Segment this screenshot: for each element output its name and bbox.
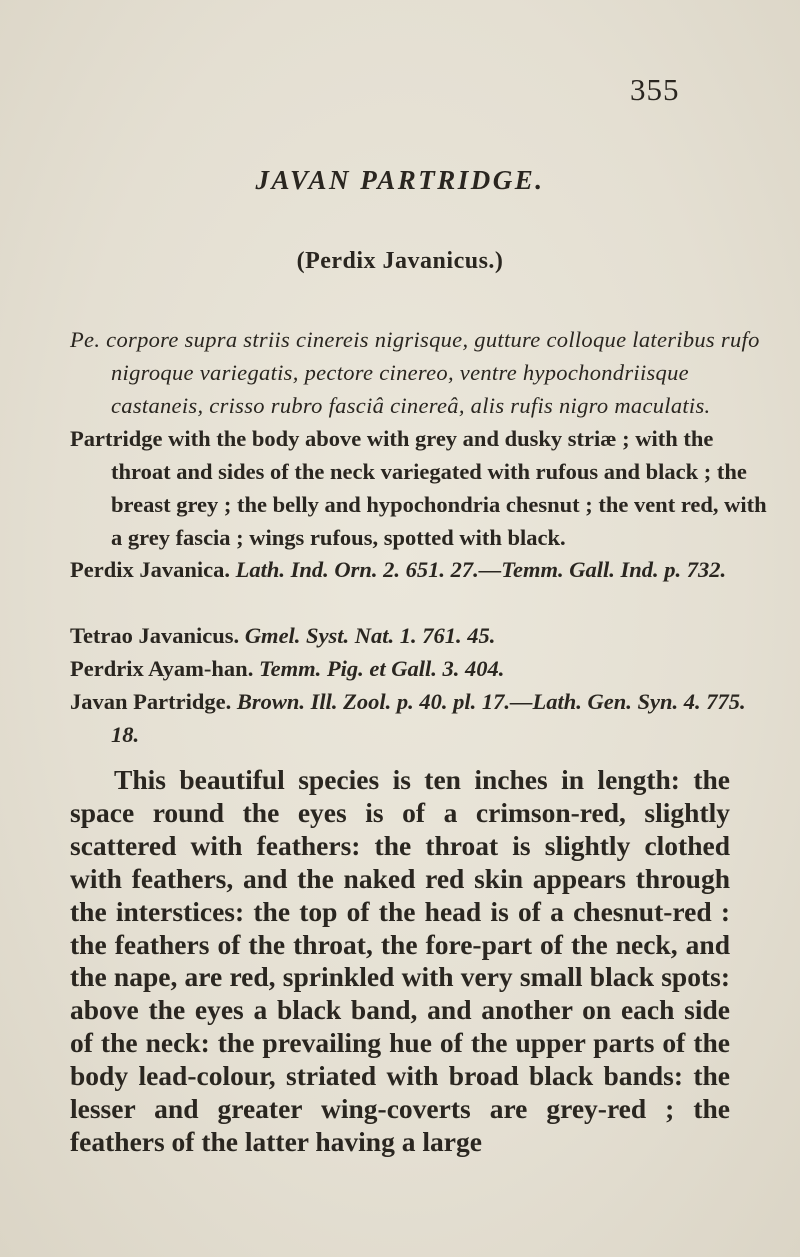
- scientific-name: (Perdix Javanicus.): [296, 248, 504, 274]
- synonym-entry: [70, 685, 771, 751]
- page-title: JAVAN PARTRIDGE.: [255, 165, 545, 195]
- english-description: Partridge with the body above with grey and dusky striæ ; with the throat and sides of the neck variegated with rufous and black ; the breast grey ; the belly and hypochondria chesnut ; the vent red, with a grey fascia ; wings rufous, spotted with black.: [70, 426, 767, 550]
- synonym-reference: Temm. Pig. et Gall. 3. 404.: [258, 656, 505, 681]
- page-number: 355: [630, 72, 680, 107]
- synonym-name: Tetrao Javanicus.: [70, 623, 240, 648]
- synonym-entry: [70, 553, 771, 586]
- synonym-reference: Gmel. Syst. Nat. 1. 761. 45.: [244, 623, 496, 648]
- synonym-entry: [70, 619, 771, 652]
- synonym-name: Perdix Javanica.: [70, 557, 230, 582]
- body-paragraph: This beautiful species is ten inches in length: the space round the eyes is of a crimson-red, slightly scattered with feathers: the throat is slightly clothed with feathers, and the naked red skin appears through the interstices: the top of the head is of a chesnut-red : the feathers of the throat, the fore-part of the neck, and the nape, are red, sprinkled with very small black spots: above the eyes a black band, and another on each side of the neck: the prevailing hue of the upper parts of the body lead-colour, striated with broad black bands: the lesser and greater wing-coverts are grey-red ; the feathers of the latter having a large: [70, 764, 730, 1157]
- synonym-reference: Lath. Ind. Orn. 2. 651. 27.—Temm. Gall. Ind. p. 732.: [235, 557, 727, 582]
- synonym-name: Javan Partridge.: [70, 689, 232, 714]
- synonym-name: Perdrix Ayam-han.: [70, 656, 254, 681]
- latin-description: Pe. corpore supra striis cinereis nigrisque, gutture colloque lateribus rufo nigroque variegatis, pectore cinereo, ventre hypochondriisque castaneis, crisso rubro fasciâ cinereâ, alis rufis nigro maculatis.: [70, 327, 760, 418]
- synonym-entry: [70, 652, 771, 685]
- synonym-reference: Brown. Ill. Zool. p. 40. pl. 17.—Lath. Gen. Syn. 4. 775. 18.: [111, 689, 746, 747]
